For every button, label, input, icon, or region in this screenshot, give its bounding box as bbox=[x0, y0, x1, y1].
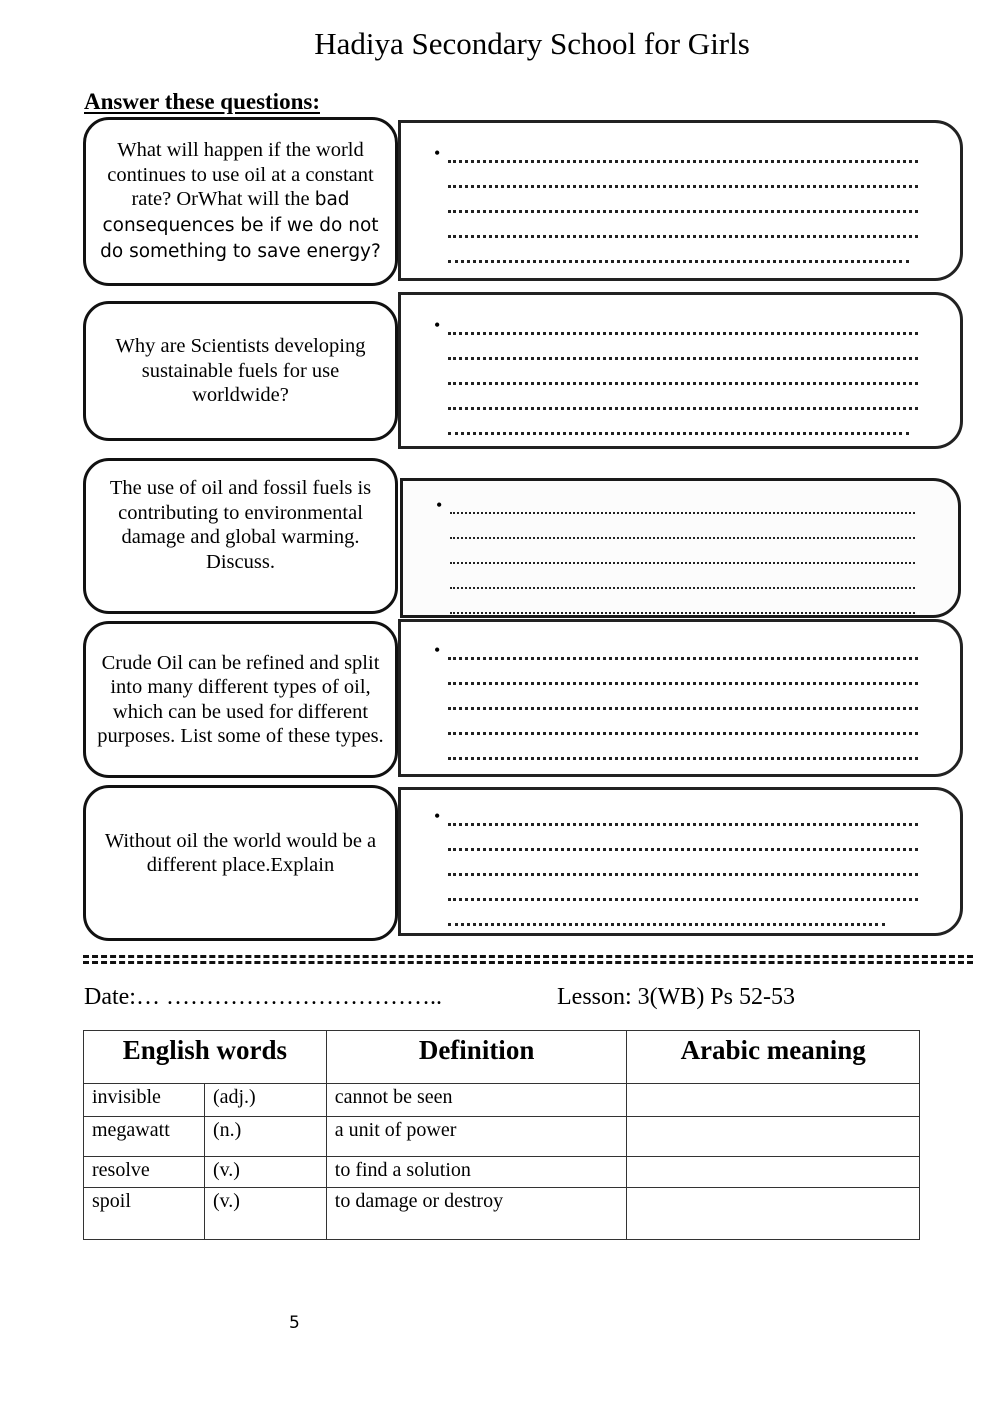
bullet-icon: • bbox=[434, 317, 441, 335]
arabic-meaning-cell[interactable] bbox=[627, 1117, 920, 1157]
part-of-speech-cell: (v.) bbox=[204, 1157, 326, 1188]
question-box-1 bbox=[83, 117, 398, 286]
definition-cell: cannot be seen bbox=[326, 1084, 627, 1117]
answer-box-1[interactable] bbox=[398, 120, 963, 281]
answer-line[interactable] bbox=[434, 833, 918, 858]
arabic-meaning-cell[interactable] bbox=[627, 1084, 920, 1117]
answer-line[interactable] bbox=[434, 908, 918, 933]
question-box-3 bbox=[83, 458, 398, 614]
bullet-icon: • bbox=[434, 145, 441, 163]
question-box-4 bbox=[83, 621, 398, 778]
answer-line[interactable] bbox=[434, 220, 918, 245]
question-box-5 bbox=[83, 785, 398, 941]
answer-line[interactable] bbox=[434, 858, 918, 883]
header-arabic-meaning: Arabic meaning bbox=[627, 1031, 920, 1084]
answer-line[interactable] bbox=[436, 522, 915, 547]
word-cell: invisible bbox=[84, 1084, 205, 1117]
answer-line[interactable] bbox=[434, 642, 918, 667]
answer-line[interactable] bbox=[436, 572, 915, 597]
question-text-2: Why are Scientists developing sustainable fuels for use worldwide? bbox=[115, 335, 366, 407]
bullet-icon: • bbox=[434, 808, 441, 826]
answer-line[interactable] bbox=[434, 742, 918, 767]
question-text-1b: bad consequences be if we do not do something to save energy? bbox=[100, 189, 381, 262]
header-definition: Definition bbox=[326, 1031, 627, 1084]
answer-box-4[interactable] bbox=[398, 619, 963, 777]
question-text-5: Without oil the world would be a different place.Explain bbox=[104, 829, 377, 876]
table-header-row bbox=[84, 1031, 920, 1084]
bullet-icon: • bbox=[436, 497, 443, 515]
date-field[interactable]: Date:… …………………………….. bbox=[84, 984, 442, 1010]
answer-line[interactable] bbox=[434, 342, 918, 367]
table-row bbox=[84, 1157, 920, 1188]
part-of-speech-cell: (n.) bbox=[204, 1117, 326, 1157]
answer-line[interactable] bbox=[436, 497, 915, 522]
header-english-words: English words bbox=[84, 1031, 327, 1084]
word-cell: resolve bbox=[84, 1157, 205, 1188]
part-of-speech-cell: (v.) bbox=[204, 1188, 326, 1240]
answer-box-2[interactable] bbox=[398, 292, 963, 449]
definition-cell: a unit of power bbox=[326, 1117, 627, 1157]
answer-line[interactable] bbox=[434, 170, 918, 195]
answer-box-3[interactable] bbox=[400, 478, 961, 618]
answer-line[interactable] bbox=[434, 367, 918, 392]
question-text-4: Crude Oil can be refined and split into many different types of oil, which can be used for different purposes. List some of these types. bbox=[97, 651, 384, 747]
answer-line[interactable] bbox=[436, 547, 915, 572]
section-divider bbox=[83, 955, 973, 969]
question-text-3: The use of oil and fossil fuels is contributing to environmental damage and global warming. Discuss. bbox=[109, 477, 372, 573]
arabic-meaning-cell[interactable] bbox=[627, 1157, 920, 1188]
vocabulary-table bbox=[83, 1030, 920, 1240]
answer-line[interactable] bbox=[434, 145, 918, 170]
answer-line[interactable] bbox=[434, 808, 918, 833]
part-of-speech-cell: (adj.) bbox=[204, 1084, 326, 1117]
answer-line[interactable] bbox=[434, 883, 918, 908]
word-cell: megawatt bbox=[84, 1117, 205, 1157]
word-cell: spoil bbox=[84, 1188, 205, 1240]
page-number: 5 bbox=[289, 1313, 300, 1333]
definition-cell: to find a solution bbox=[326, 1157, 627, 1188]
instruction-heading: Answer these questions: bbox=[84, 89, 320, 114]
answer-line[interactable] bbox=[434, 717, 918, 742]
answer-line[interactable] bbox=[434, 417, 918, 442]
table-row bbox=[84, 1084, 920, 1117]
answer-line[interactable] bbox=[434, 667, 918, 692]
table-row bbox=[84, 1117, 920, 1157]
answer-line[interactable] bbox=[434, 692, 918, 717]
answer-line[interactable] bbox=[434, 317, 918, 342]
definition-cell: to damage or destroy bbox=[326, 1188, 627, 1240]
arabic-meaning-cell[interactable] bbox=[627, 1188, 920, 1240]
answer-box-5[interactable] bbox=[398, 787, 963, 936]
lesson-label: Lesson: 3(WB) Ps 52-53 bbox=[557, 984, 795, 1010]
answer-line[interactable] bbox=[434, 392, 918, 417]
answer-line[interactable] bbox=[434, 195, 918, 220]
answer-line[interactable] bbox=[434, 245, 918, 270]
question-text-1a: What will happen if the world continues to use oil at a constant rate? OrWhat will the bbox=[107, 139, 374, 210]
table-row bbox=[84, 1188, 920, 1240]
school-title: Hadiya Secondary School for Girls bbox=[314, 26, 750, 61]
question-box-2 bbox=[83, 301, 398, 441]
bullet-icon: • bbox=[434, 642, 441, 660]
